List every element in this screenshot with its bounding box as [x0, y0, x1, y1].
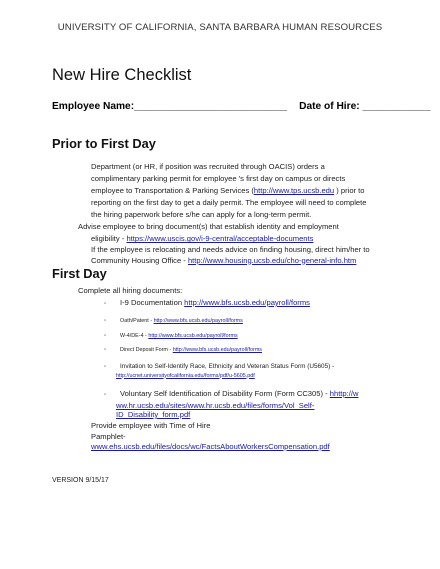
checkbox-icon: ▫	[104, 333, 107, 339]
para-line	[91, 442, 330, 453]
i9-link[interactable]: http://www.bfs.ucsb.edu/payroll/forms	[184, 298, 310, 307]
pamphlet-link[interactable]: www.ehs.ucsb.edu/files/docs/wc/FactsAboutWorkersCompensation.pdf	[91, 442, 330, 451]
date-of-hire-label: Date of Hire:	[299, 101, 360, 112]
list-item-i9: ▫ I-9 Documentation http://www.bfs.ucsb.edu/payroll/forms	[104, 298, 310, 307]
relocate-paragraph	[91, 245, 401, 266]
section-heading-first-day: First Day	[52, 266, 107, 281]
para-line: Pamphlet-	[91, 431, 126, 441]
tps-link[interactable]: http://www.tps.ucsb.edu	[253, 186, 335, 196]
advise-paragraph	[78, 221, 398, 245]
para-line: Provide employee with Time of Hire	[91, 421, 211, 430]
list-item-w4: ▫ W-4/DE-4 - http://www.bfs.ucsb.edu/payroll/forms	[104, 333, 238, 339]
employee-name-blank[interactable]: ___________________________	[134, 101, 288, 112]
para-line: Community Housing Office - http://www.housing.ucsb.edu/cho-general-info.htm	[91, 255, 357, 265]
oath-link[interactable]: http://www.bfs.ucsb.edu/payroll/forms	[153, 318, 243, 324]
housing-link[interactable]: http://www.housing.ucsb.edu/cho-general-info.htm	[187, 255, 357, 265]
version-label: VERSION 9/15/17	[52, 477, 109, 484]
date-of-hire-blank[interactable]: ____________	[362, 101, 431, 112]
disability-link[interactable]: ID_Disability_form.pdf	[116, 410, 191, 419]
pamphlet-paragraph	[91, 421, 330, 453]
para-line: reporting on the first day to get a daily permit. The employee will need to complete	[91, 198, 367, 208]
list-item-oath: ▫ Oath/Patent - http://www.bfs.ucsb.edu/payroll/forms	[104, 318, 243, 324]
direct-deposit-link[interactable]: http://www.bfs.ucsb.edu/payroll/forms	[172, 347, 263, 353]
list-item-direct-deposit: ▫ Direct Deposit Form - http://www.bfs.ucsb.edu/payroll/forms	[104, 347, 263, 353]
list-item-race-ethnicity: ▫ Invitation to Self-Identify Race, Ethnicity and Veteran Status Form (U5605) - http://ucnet.universityofcalifornia.edu/forms/pdf/u-5605.pdf	[104, 363, 335, 379]
list-item-disability: ▫ Voluntary Self Identification of Disability Form (Form CC305) - hhttp://w ww.hr.ucsb.edu/sites/www.hr.ucsb.edu/files/forms/Vol_Self- ID_Disability_form.pdf	[104, 389, 359, 419]
disability-link[interactable]: ww.hr.ucsb.edu/sites/www.hr.ucsb.edu/files/forms/Vol_Self-	[116, 400, 315, 410]
checkbox-icon: ▫	[104, 364, 107, 370]
checkbox-icon: ▫	[104, 392, 107, 398]
para-line: Department (or HR, if position was recruited through OACIS) orders a	[91, 162, 325, 171]
employee-name-label: Employee Name:	[52, 101, 135, 112]
para-line: the hiring paperwork before s/he can apply for a long-term permit.	[91, 210, 312, 220]
checkbox-icon: ▫	[104, 301, 107, 307]
page-title: New Hire Checklist	[52, 66, 192, 84]
para-line: eligibility - https://www.uscis.gov/i-9-central/acceptable-documents	[91, 234, 314, 244]
checkbox-icon: ▫	[104, 318, 107, 324]
w4-link[interactable]: http://www.bfs.ucsb.edu/payroll/forms	[148, 333, 238, 339]
uscis-link[interactable]: https://www.uscis.gov/i-9-central/acceptable-documents	[126, 234, 314, 244]
parking-paragraph	[91, 161, 391, 221]
race-ethnicity-link[interactable]: http://ucnet.universityofcalifornia.edu/forms/pdf/u-5605.pdf	[116, 372, 255, 379]
checkbox-icon: ▫	[104, 347, 107, 353]
employee-fields-row	[52, 101, 431, 112]
disability-link[interactable]: hhttp://w	[329, 389, 359, 398]
org-header: UNIVERSITY OF CALIFORNIA, SANTA BARBARA HUMAN RESOURCES	[57, 22, 383, 33]
para-line: If the employee is relocating and needs advice on finding housing, direct him/her to	[91, 245, 370, 254]
complete-intro: Complete all hiring documents:	[78, 286, 183, 295]
para-line: Advise employee to bring document(s) that establish identity and employment	[78, 222, 339, 231]
para-line: employee to Transportation & Parking Services (http://www.tps.ucsb.edu ) prior to	[91, 186, 365, 196]
section-heading-prior: Prior to First Day	[52, 136, 156, 151]
para-line: complimentary parking permit for employee 's first day on campus or directs	[91, 174, 346, 184]
